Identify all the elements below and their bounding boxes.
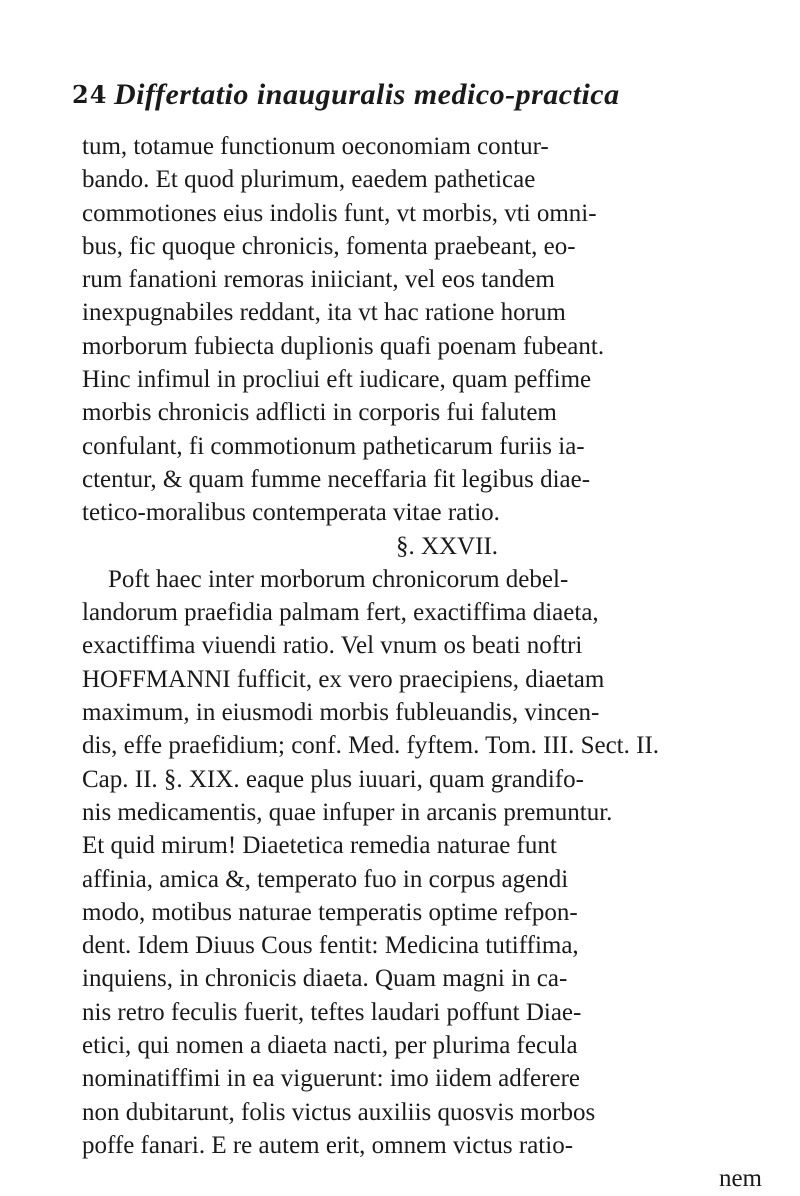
- running-title: Differtatio inauguralis medico-practica: [114, 78, 620, 111]
- text-line: dent. Idem Diuus Cous fentit: Medicina tutiffima,: [82, 932, 579, 960]
- text-line: bando. Et quod plurimum, eaedem patheticae: [82, 166, 536, 194]
- text-line: ctentur, & quam fumme neceffaria fit legibus diae-: [82, 465, 591, 493]
- text-line: etici, qui nomen a diaeta nacti, per plurima fecula: [82, 1032, 578, 1060]
- page-number: 24: [72, 80, 108, 109]
- text-line: landorum praefidia palmam fert, exactiffima diaeta,: [82, 599, 599, 627]
- text-line: HOFFMANNI fufficit, ex vero praecipiens, diaetam: [82, 665, 605, 693]
- text-line: tetico-moralibus contemperata vitae ratio.: [82, 499, 500, 527]
- text-line: Poft haec inter morborum chronicorum debel-: [108, 565, 569, 593]
- text-line: nominatiffimi in ea viguerunt: imo iidem adferere: [82, 1065, 580, 1093]
- text-line: exactiffima viuendi ratio. Vel vnum os beati noftri: [82, 632, 583, 660]
- text-line: rum fanationi remoras iniiciant, vel eos tandem: [82, 266, 555, 294]
- text-line: commotiones eius indolis funt, vt morbis, vti omni-: [82, 199, 597, 227]
- section-heading: §. XXVII.: [395, 532, 499, 560]
- text-line: nis retro feculis fuerit, teftes laudari poffunt Diae-: [82, 998, 582, 1026]
- page-header: [72, 74, 752, 124]
- text-line: morborum fubiecta duplionis quafi poenam fubeant.: [82, 332, 605, 360]
- body-text: [82, 130, 772, 1196]
- text-line: tum, totamue functionum oeconomiam contur-: [82, 133, 549, 160]
- text-line: maximum, in eiusmodi morbis fubleuandis, vincen-: [82, 699, 600, 727]
- text-line: Hinc infimul in procliui eft iudicare, quam peffime: [82, 366, 592, 394]
- text-line: confulant, fi commotionum patheticarum furiis ia-: [82, 432, 585, 460]
- text-line: inexpugnabiles reddant, ita vt hac ratione horum: [82, 299, 566, 327]
- text-line: dis, effe praefidium; conf. Med. fyftem. Tom. III. Sect. II.: [82, 732, 660, 760]
- text-line: morbis chronicis adflicti in corporis fui falutem: [82, 399, 557, 427]
- text-line: Cap. II. §. XIX. eaque plus iuuari, quam grandifo-: [82, 765, 584, 793]
- text-line: Et quid mirum! Diaetetica remedia naturae funt: [82, 832, 557, 860]
- catchword: nem: [718, 1165, 762, 1193]
- text-line: bus, fic quoque chronicis, fomenta praebeant, eo-: [82, 232, 576, 260]
- text-line: poffe fanari. E re autem erit, omnem victus ratio-: [82, 1131, 574, 1159]
- text-line: inquiens, in chronicis diaeta. Quam magni in ca-: [82, 965, 568, 993]
- text-line: non dubitarunt, folis victus auxiliis quosvis morbos: [82, 1098, 596, 1126]
- text-line: affinia, amica &, temperato fuo in corpus agendi: [82, 865, 569, 893]
- text-line: nis medicamentis, quae infuper in arcanis premuntur.: [82, 798, 613, 826]
- text-line: modo, motibus naturae temperatis optime refpon-: [82, 898, 578, 926]
